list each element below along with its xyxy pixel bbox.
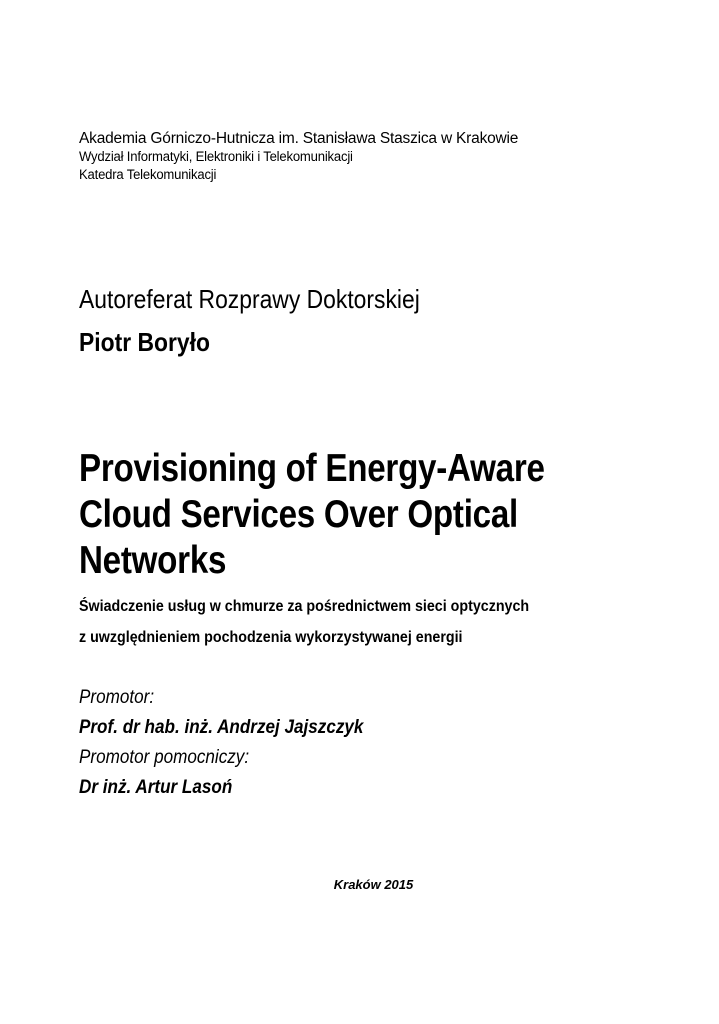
thesis-subtitle — [79, 591, 631, 653]
assistant-promotor-name: Dr inż. Artur Lasoń — [79, 777, 233, 798]
thesis-subtitle-line: Świadczenie usług w chmurze za pośrednictwem sieci optycznych — [79, 598, 530, 615]
thesis-title — [79, 446, 589, 584]
promotors-block — [79, 683, 619, 803]
place-and-year: Kraków 2015 — [333, 877, 414, 892]
thesis-title-line: Networks — [79, 539, 227, 582]
institution-block — [79, 129, 679, 184]
thesis-title-line: Cloud Services Over Optical — [79, 493, 518, 536]
thesis-title-line: Provisioning of Energy-Aware — [79, 447, 545, 490]
document-type: Autoreferat Rozprawy Doktorskiej — [79, 284, 420, 314]
faculty-name: Wydział Informatyki, Elektroniki i Telekomunikacji — [79, 149, 353, 164]
department-name: Katedra Telekomunikacji — [79, 167, 217, 182]
promotor-label: Promotor: — [79, 687, 155, 708]
author-name: Piotr Boryło — [79, 327, 210, 357]
assistant-promotor-label: Promotor pomocniczy: — [79, 747, 250, 768]
university-name: Akademia Górniczo-Hutnicza im. Stanisława Staszica w Krakowie — [79, 130, 519, 147]
thesis-subtitle-line: z uwzględnieniem pochodzenia wykorzystywanej energii — [79, 629, 463, 646]
promotor-name: Prof. dr hab. inż. Andrzej Jajszczyk — [79, 717, 364, 738]
